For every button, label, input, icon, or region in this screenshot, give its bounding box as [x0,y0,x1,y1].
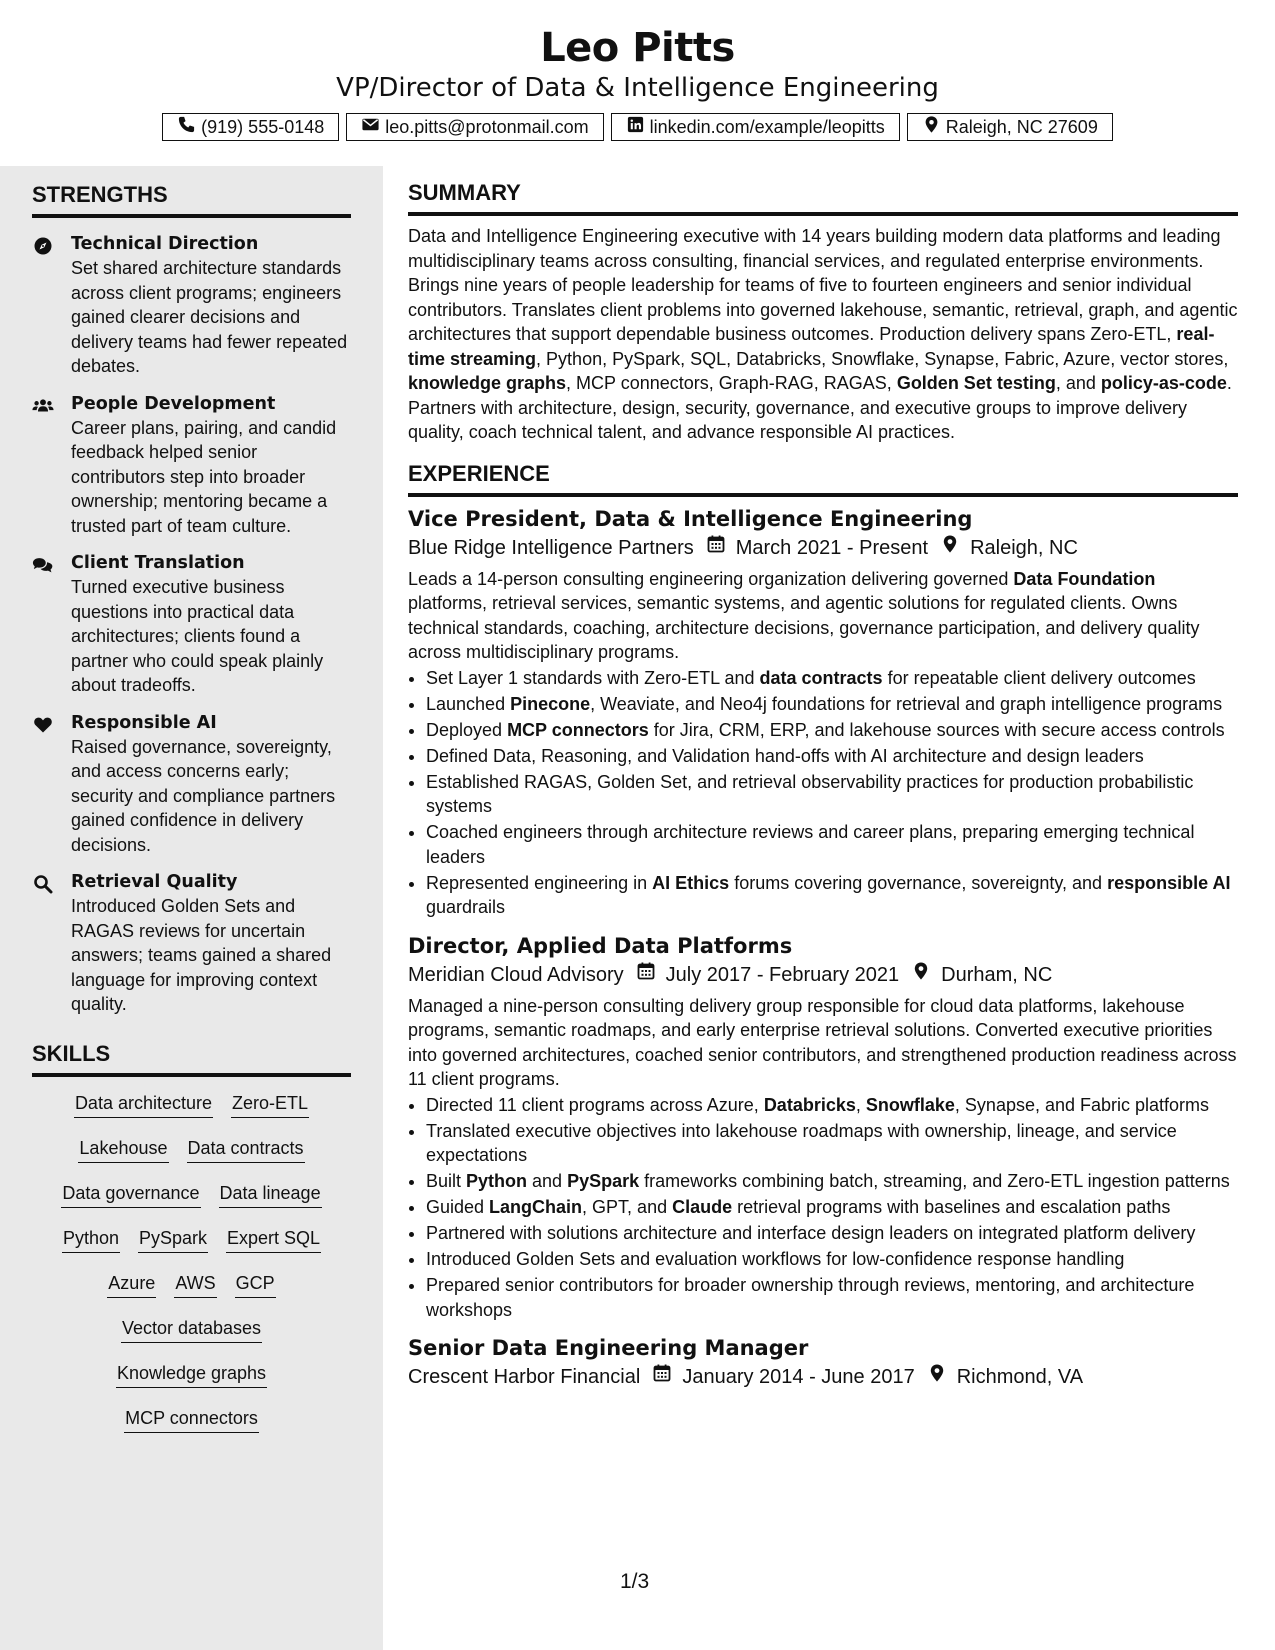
job-bullet: • Partnered with solutions architecture and interface design leaders on integrated platform delivery [426,1221,1238,1246]
strength-text: Turned executive business questions into practical data architectures; clients found a partner who could speak plainly about tradeoffs. [71,577,324,695]
calendar-icon [694,533,736,563]
heart-icon [32,715,56,735]
sidebar [0,166,383,1650]
emphasis-text: Golden Set testing [896,373,1056,393]
candidate-name: Leo Pitts [540,25,735,71]
skills-list [32,1091,351,1451]
job-bullet: • Introduced Golden Sets and evaluation workflows for low-confidence response handling [426,1247,1238,1272]
skill-row [32,1136,351,1181]
strengths-heading: STRENGTHS [32,182,351,218]
map-pin-icon [928,533,970,563]
skill-row [32,1091,351,1136]
emphasis-text: Pinecone [510,693,591,714]
emphasis-text: Data Foundation [1013,568,1156,589]
strength-text: Career plans, pairing, and candid feedback helped senior contributors step into broader ownership; mentoring became a trusted part of team culture. [71,417,337,536]
emphasis-text: LangChain [489,1197,583,1217]
job-meta [408,533,1238,563]
contact-email[interactable] [346,113,603,141]
skill-tag: Data lineage [219,1181,322,1208]
skill-row [32,1316,351,1361]
skill-tag: Azure [107,1271,156,1298]
strength-item [32,392,351,539]
job-company: Blue Ridge Intelligence Partners [408,536,694,559]
skill-tag: GCP [235,1271,276,1298]
job-bullet: • Translated executive objectives into lakehouse roadmaps with ownership, lineage, and service expectations [426,1119,1238,1168]
job-description: Managed a nine-person consulting delivery group responsible for cloud data platforms, lakehouse programs, semantic roadmaps, and early enterprise retrieval solutions. Converted executive priorities into governed architectures, coached senior contributors, and strengthened production readiness across 11 client programs. [408,995,1237,1089]
users-icon [32,396,56,416]
job-meta [408,1362,1238,1392]
contact-email-text: leo.pitts@protonmail.com [385,116,589,137]
emphasis-text: Databricks [763,1094,856,1115]
contact-linkedin[interactable] [611,113,900,141]
emphasis-text: real-time streaming [408,324,1215,369]
resume-header [0,0,1275,104]
job-bullet: • Coached engineers through architecture reviews and career plans, preparing emerging technical leaders [426,820,1238,869]
skill-tag: Python [62,1226,120,1253]
job-entry [408,1334,1238,1392]
emphasis-text: PySpark [567,1171,640,1191]
skill-tag: Knowledge graphs [116,1361,267,1388]
job-bullet: • Established RAGAS, Golden Set, and retrieval observability practices for production probabilistic systems [426,770,1238,819]
strength-title: Responsible AI [71,712,217,733]
skill-tag: Vector databases [121,1316,262,1343]
strength-text: Set shared architecture standards across client programs; engineers gained clearer decisions and delivery teams had fewer repeated debates. [71,258,348,376]
skill-row [32,1181,351,1226]
skills-heading: SKILLS [32,1041,351,1077]
job-bullets [408,1093,1238,1323]
job-title: Vice President, Data & Intelligence Engineering [408,506,973,531]
candidate-title: VP/Director of Data & Intelligence Engineering [336,73,939,103]
skill-tag: Data architecture [74,1091,213,1118]
job-bullet: • Guided LangChain, GPT, and Claude retrieval programs with baselines and escalation paths [426,1195,1238,1220]
contact-location [907,113,1113,141]
skill-row [32,1271,351,1316]
job-bullet: • Deployed MCP connectors for Jira, CRM, ERP, and lakehouse sources with secure access controls [426,718,1238,743]
contact-phone-text: (919) 555-0148 [201,116,325,137]
job-title: Director, Applied Data Platforms [408,933,793,958]
strength-title: People Development [71,393,276,414]
job-company: Crescent Harbor Financial [408,1366,641,1388]
summary-text: Data and Intelligence Engineering executive with 14 years building modern data platforms and leading multidisciplinary teams across consulting, financial services, and regulated enterprise environments. Brings nine years of people leadership for teams of five to fourteen engineers and senior individual contributors. Translates client problems into governed lakehouse, semantic, retrieval, graph, and agentic architectures that support dependable business outcomes. Production delivery spans Zero-ETL, real-time streaming, Python, PySpark, SQL, Databricks, Snowflake, Synapse, Fabric, Azure, vector stores, knowledge graphs, MCP connectors, Graph-RAG, RAGAS, Golden Set testing, and policy-as-code. Partners with architecture, design, security, governance, and executive groups to improve delivery quality, coach technical talent, and advance responsible AI practices. [408,226,1238,442]
map-pin-icon [915,1362,957,1392]
calendar-icon [624,960,666,990]
emphasis-text: responsible AI [1107,872,1231,893]
calendar-icon [640,1362,682,1392]
strength-item [32,551,351,698]
contact-location-text: Raleigh, NC 27609 [945,116,1098,137]
strength-item [32,711,351,858]
emphasis-text: Snowflake [865,1094,955,1115]
emphasis-text: policy-as-code [1100,373,1227,393]
contact-phone[interactable] [162,113,339,141]
job-bullet: • Set Layer 1 standards with Zero-ETL and data contracts for repeatable client delivery outcomes [426,666,1238,691]
job-bullet: • Represented engineering in AI Ethics forums covering governance, sovereignty, and responsible AI guardrails [426,871,1238,920]
job-title: Senior Data Engineering Manager [408,1336,809,1360]
skill-tag: Expert SQL [226,1226,321,1253]
contact-bar [0,113,1275,141]
emphasis-text: Python [466,1171,528,1191]
skill-tag: PySpark [138,1226,208,1253]
search-icon [32,874,56,894]
job-bullet: • Defined Data, Reasoning, and Validation hand-offs with AI architecture and design leaders [426,744,1238,769]
job-description: Leads a 14-person consulting engineering organization delivering governed Data Foundation platforms, retrieval services, semantic systems, and agentic solutions for regulated clients. Owns technical standards, coaching, architecture decisions, governance participation, and delivery quality across multidisciplinary programs. [408,568,1200,662]
strength-item [32,870,351,1017]
linkedin-icon [626,115,645,139]
compass-icon [32,236,56,256]
job-location: Raleigh, NC [970,536,1078,559]
emphasis-text: AI Ethics [652,872,730,893]
envelope-icon [361,115,380,139]
emphasis-text: data contracts [759,667,883,688]
job-dates: July 2017 - February 2021 [665,963,900,986]
strength-title: Client Translation [71,553,245,573]
job-company: Meridian Cloud Advisory [408,963,624,986]
strength-text: Raised governance, sovereignty, and access concerns early; security and compliance partners gained confidence in delivery decisions. [71,736,336,855]
page-number: 1/3 [620,1570,650,1593]
job-bullets [408,666,1238,920]
job-bullet: • Prepared senior contributors for broader ownership through reviews, mentoring, and architecture workshops [426,1273,1238,1322]
map-pin-icon [922,115,941,139]
main-content [408,180,1238,1392]
skill-tag: Zero-ETL [231,1091,309,1118]
strength-text: Introduced Golden Sets and RAGAS reviews for uncertain answers; teams gained a shared language for improving context quality. [71,896,332,1014]
summary-heading: SUMMARY [408,180,1238,216]
job-entry [408,505,1238,920]
skill-tag: Lakehouse [78,1136,168,1163]
emphasis-text: MCP connectors [507,719,649,740]
strength-item [32,232,351,379]
contact-linkedin-text: linkedin.com/example/leopitts [649,116,885,137]
skill-row [32,1406,351,1451]
comments-icon [32,555,56,575]
experience-heading: EXPERIENCE [408,461,1238,497]
skill-tag: Data governance [61,1181,200,1208]
skill-tag: MCP connectors [124,1406,259,1433]
strength-title: Technical Direction [71,234,259,254]
job-dates: January 2014 - June 2017 [682,1366,915,1388]
job-meta [408,960,1238,990]
skill-row [32,1226,351,1271]
job-entry [408,932,1238,1323]
skill-tag: AWS [174,1271,216,1298]
emphasis-text: Claude [672,1197,733,1217]
strength-title: Retrieval Quality [71,872,238,892]
job-bullet: • Built Python and PySpark frameworks combining batch, streaming, and Zero-ETL ingestion patterns [426,1169,1238,1194]
emphasis-text: knowledge graphs [408,373,567,393]
job-bullet: • Directed 11 client programs across Azure, Databricks, Snowflake, Synapse, and Fabric platforms [426,1093,1238,1118]
job-bullet: • Launched Pinecone, Weaviate, and Neo4j foundations for retrieval and graph intelligence programs [426,692,1238,717]
job-dates: March 2021 - Present [735,536,929,559]
map-pin-icon [899,960,941,990]
skill-row [32,1361,351,1406]
phone-icon [177,115,196,139]
job-location: Richmond, VA [956,1366,1084,1388]
job-location: Durham, NC [941,963,1053,986]
skill-tag: Data contracts [187,1136,305,1163]
